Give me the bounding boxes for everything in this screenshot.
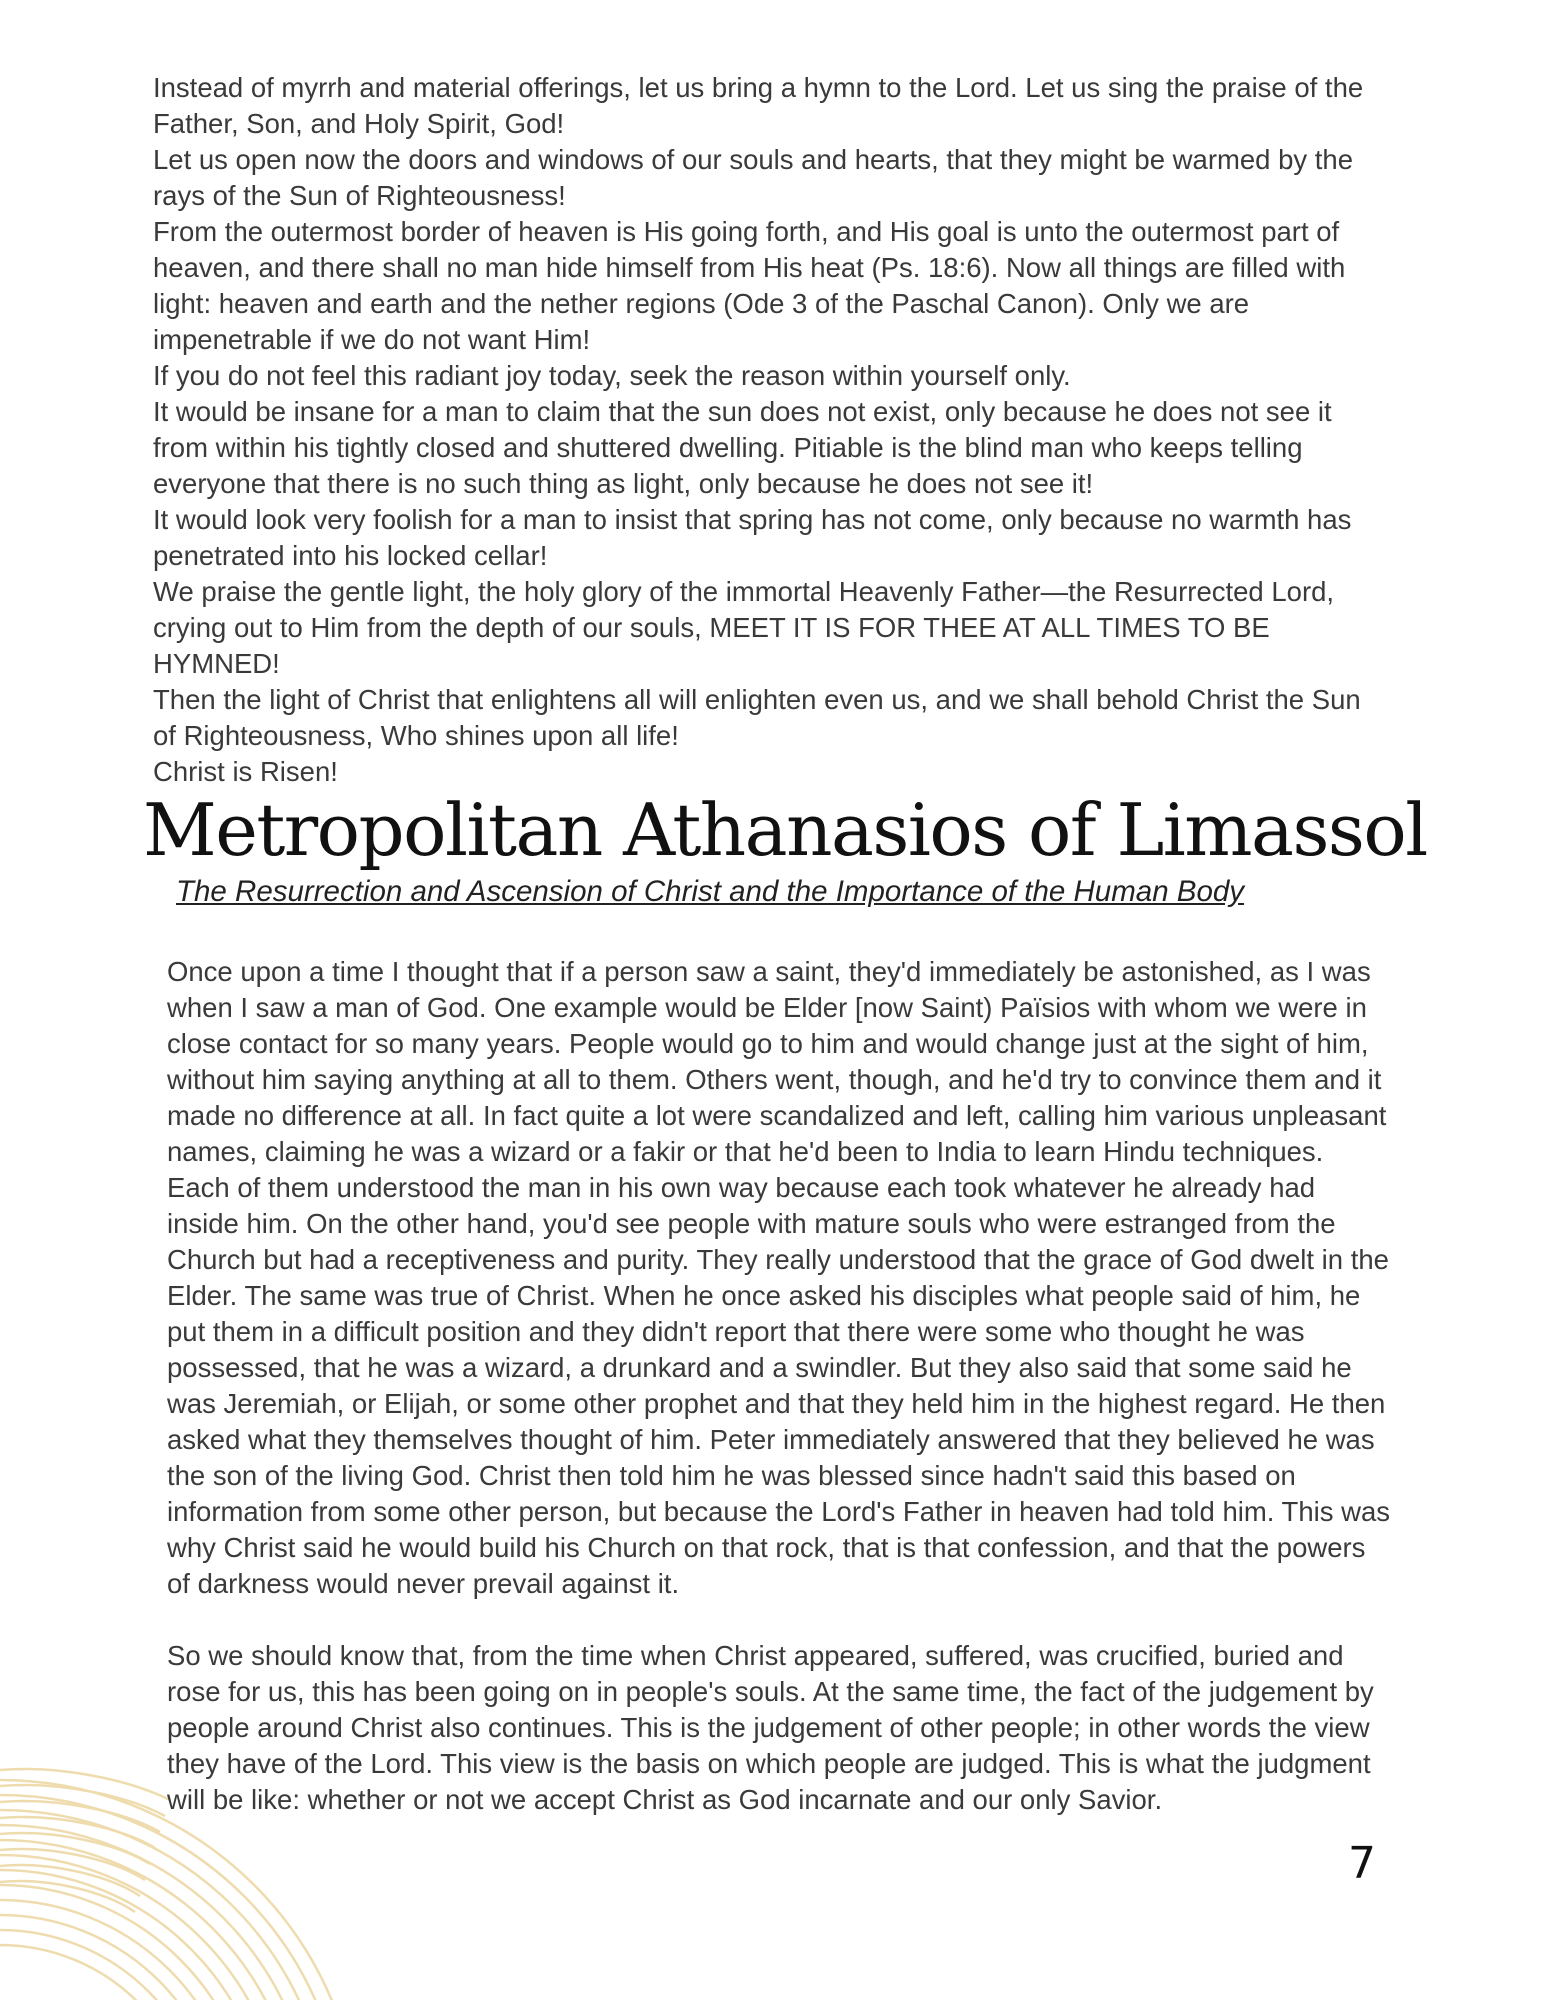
paragraph: It would look very foolish for a man to insist that spring has not come, only because no warmth has penetrated into his locked cellar!: [153, 504, 1352, 571]
paragraph: From the outermost border of heaven is His going forth, and His goal is unto the outermost part of heaven, and there shall no man hide himself from His heat (Ps. 18:6). Now all things are filled with light: heaven and earth and the nether regions (Ode 3 of the Paschal Canon). Only we are impenetrable if we do not want Him!: [153, 216, 1346, 355]
paragraph: Christ is Risen!: [153, 756, 338, 787]
paragraph: Let us open now the doors and windows of our souls and hearts, that they might be warmed by the rays of the Sun of Righteousness!: [153, 144, 1354, 211]
page-number: 7: [1348, 1838, 1376, 1889]
section-body: [167, 954, 1392, 1818]
section-heading: Metropolitan Athanasios of Limassol: [143, 788, 1427, 872]
paragraph: We praise the gentle light, the holy glory of the immortal Heavenly Father—the Resurrected Lord, crying out to Him from the depth of our souls, MEET IT IS FOR THEE AT ALL TIMES TO BE HYMNED!: [153, 576, 1335, 679]
section-subtitle: The Resurrection and Ascension of Christ and the Importance of the Human Body: [176, 875, 1245, 908]
paragraph: So we should know that, from the time when Christ appeared, suffered, was crucified, buried and rose for us, this has been going on in people's souls. At the same time, the fact of the judgement by people around Christ also continues. This is the judgement of other people; in other words the view they have of the Lord. This view is the basis on which people are judged. This is what the judgment will be like: whether or not we accept Christ as God incarnate and our only Savior.: [167, 1640, 1374, 1815]
paragraph: Then the light of Christ that enlightens all will enlighten even us, and we shall behold Christ the Sun of Righteousness, Who shines upon all life!: [153, 684, 1361, 751]
paragraph: It would be insane for a man to claim that the sun does not exist, only because he does not see it from within his tightly closed and shuttered dwelling. Pitiable is the blind man who keeps telling everyone that there is no such thing as light, only because he does not see it!: [153, 396, 1332, 499]
paragraph: Instead of myrrh and material offerings, let us bring a hymn to the Lord. Let us sing the praise of the Father, Son, and Holy Spirit, God!: [153, 72, 1364, 139]
paragraph: If you do not feel this radiant joy today, seek the reason within yourself only.: [153, 360, 1071, 391]
paragraph: Once upon a time I thought that if a person saw a saint, they'd immediately be astonished, as I was when I saw a man of God. One example would be Elder [now Saint) Païsios with whom we were in close contact for so many years. People would go to him and would change just at the sight of him, without him saying anything at all to them. Others went, though, and he'd try to convince them and it made no difference at all. In fact quite a lot were scandalized and left, calling him various unpleasant names, claiming he was a wizard or a fakir or that he'd been to India to learn Hindu techniques. Each of them understood the man in his own way because each took whatever he already had inside him. On the other hand, you'd see people with mature souls who were estranged from the Church but had a receptiveness and purity. They really understood that the grace of God dwelt in the Elder. The same was true of Christ. When he once asked his disciples what people said of him, he put them in a difficult position and they didn't report that there were some who thought he was possessed, that he was a wizard, a drunkard and a swindler. But they also said that some said he was Jeremiah, or Elijah, or some other prophet and that they held him in the highest regard. He then asked what they themselves thought of him. Peter immediately answered that they believed he was the son of the living God. Christ then told him he was blessed since hadn't said this based on information from some other person, but because the Lord's Father in heaven had told him. This was why Christ said he would build his Church on that rock, that is that confession, and that the powers of darkness would never prevail against it.: [167, 956, 1391, 1599]
top-text-block: [153, 70, 1383, 790]
